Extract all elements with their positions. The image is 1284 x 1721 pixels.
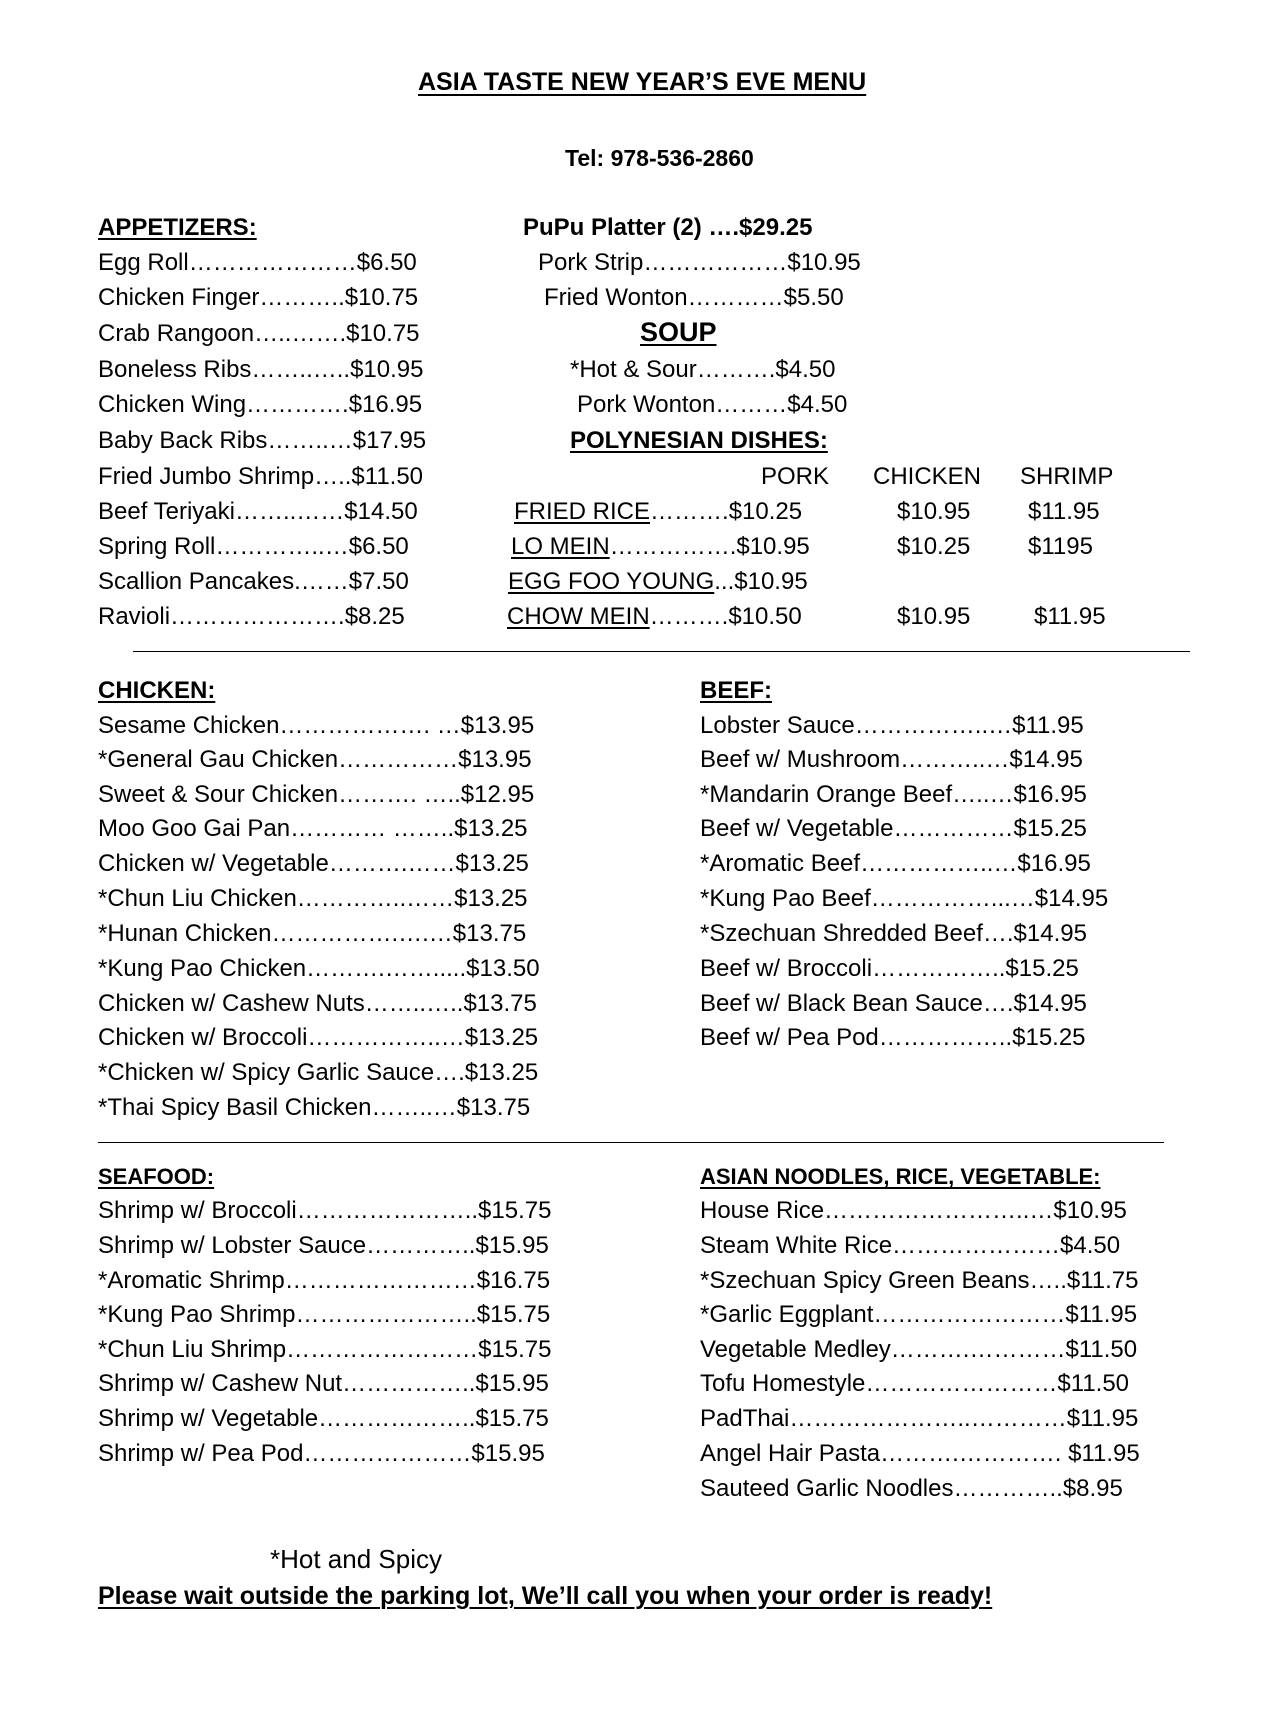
- column-header-shrimp: SHRIMP: [1020, 463, 1114, 490]
- polynesian-row: [511, 533, 810, 561]
- polynesian-row: [507, 603, 802, 631]
- noodles-item: House Rice……………………..…$10.95: [700, 1197, 1127, 1224]
- beef-item: Beef w/ Black Bean Sauce….$14.95: [700, 990, 1087, 1017]
- appetizer-item: Egg Roll…………………$6.50: [98, 249, 417, 276]
- appetizer-item: Chicken Finger………..$10.75: [98, 284, 419, 311]
- noodles-item: Steam White Rice…………………$4.50: [700, 1232, 1121, 1259]
- chicken-price: $10.95: [897, 498, 971, 525]
- beef-item: Lobster Sauce……………..…$11.95: [700, 712, 1084, 739]
- seafood-item: Shrimp w/ Vegetable………………..$15.75: [98, 1405, 549, 1432]
- phone-number: Tel: 978-536-2860: [565, 145, 754, 171]
- pork-price: $10.25: [728, 498, 803, 525]
- appetizers-heading: APPETIZERS:: [98, 214, 257, 241]
- seafood-heading: SEAFOOD:: [98, 1164, 215, 1189]
- seafood-item: Shrimp w/ Broccoli…………………..$15.75: [98, 1197, 552, 1224]
- appetizer-item: Chicken Wing………….$16.95: [98, 391, 423, 418]
- soup-item: *Hot & Sour……….$4.50: [570, 356, 836, 383]
- column-header-pork: PORK: [761, 463, 830, 490]
- seafood-item: Shrimp w/ Cashew Nut……………..$15.95: [98, 1370, 549, 1397]
- column-header-chicken: CHICKEN: [873, 463, 982, 490]
- noodles-item: Tofu Homestyle……………………$11.50: [700, 1370, 1130, 1397]
- beef-item: *Mandarin Orange Beef…..…$16.95: [700, 781, 1087, 808]
- chicken-item: Sesame Chicken………………. …$13.95: [98, 712, 535, 739]
- chicken-item: *General Gau Chicken……………$13.95: [98, 746, 532, 773]
- pickup-notice: Please wait outside the parking lot, We’ll call you when your order is ready!: [98, 1582, 993, 1610]
- beef-item: Beef w/ Vegetable……………$15.25: [700, 815, 1087, 842]
- pork-price: $10.50: [728, 603, 802, 630]
- seafood-item: Shrimp w/ Lobster Sauce…………..$15.95: [98, 1232, 549, 1259]
- dish-dots: ……….: [650, 498, 729, 525]
- chicken-price: $10.25: [897, 533, 971, 560]
- chicken-item: *Kung Pao Chicken……….…….....$13.50: [98, 955, 540, 982]
- seafood-item: *Aromatic Shrimp……………………$16.75: [98, 1267, 551, 1294]
- noodles-item: Sauteed Garlic Noodles…………..$8.95: [700, 1475, 1123, 1502]
- pupu-platter-heading: PuPu Platter (2) ….$29.25: [523, 214, 813, 241]
- beef-item: Beef w/ Broccoli……………..$15.25: [700, 955, 1079, 982]
- polynesian-row: [514, 498, 802, 526]
- chicken-item: Moo Goo Gai Pan………… ……..$13.25: [98, 815, 528, 842]
- seafood-item: Shrimp w/ Pea Pod…………………$15.95: [98, 1440, 545, 1467]
- polynesian-heading: POLYNESIAN DISHES:: [570, 427, 828, 454]
- appetizer-item: Boneless Ribs……..…..$10.95: [98, 356, 424, 383]
- dish-name: FRIED RICE: [514, 498, 651, 525]
- shrimp-price: $11.95: [1034, 603, 1106, 630]
- appetizer-item: Fried Jumbo Shrimp…..$11.50: [98, 463, 424, 490]
- dish-dots: ……….: [649, 603, 729, 630]
- soup-item: Pork Wonton………$4.50: [577, 391, 848, 418]
- chicken-item: Chicken w/ Vegetable……….……$13.25: [98, 850, 529, 877]
- beef-heading: BEEF:: [700, 677, 772, 704]
- seafood-item: *Kung Pao Shrimp…………………..$15.75: [98, 1301, 551, 1328]
- beef-item: *Szechuan Shredded Beef….$14.95: [700, 920, 1087, 947]
- noodles-item: *Garlic Eggplant……………………$11.95: [700, 1301, 1138, 1328]
- dish-name: LO MEIN: [511, 533, 610, 560]
- pupu-item: Fried Wonton…………$5.50: [544, 284, 844, 311]
- dish-name: EGG FOO YOUNG: [508, 568, 715, 595]
- pork-price: $10.95: [736, 533, 810, 560]
- appetizer-item: Baby Back Ribs……..…$17.95: [98, 427, 427, 454]
- beef-item: *Aromatic Beef……………..…$16.95: [700, 850, 1091, 877]
- polynesian-row: [508, 568, 808, 596]
- seafood-item: *Chun Liu Shrimp……………………$15.75: [98, 1336, 552, 1363]
- noodles-heading: ASIAN NOODLES, RICE, VEGETABLE:: [700, 1164, 1101, 1189]
- beef-item: Beef w/ Mushroom………..…$14.95: [700, 746, 1083, 773]
- section-divider: [133, 651, 1190, 652]
- chicken-item: *Hunan Chicken…………….….…$13.75: [98, 920, 527, 947]
- section-divider: [98, 1142, 1164, 1143]
- pork-price: $10.95: [734, 568, 808, 595]
- shrimp-price: $11.95: [1028, 498, 1100, 525]
- appetizer-item: Scallion Pancakes.……$7.50: [98, 568, 409, 595]
- dish-dots: ...: [714, 568, 735, 595]
- appetizer-item: Beef Teriyaki……..……$14.50: [98, 498, 418, 525]
- chicken-price: $10.95: [897, 603, 971, 630]
- chicken-item: *Thai Spicy Basil Chicken……..…$13.75: [98, 1094, 531, 1121]
- soup-heading: SOUP: [640, 317, 717, 347]
- beef-item: *Kung Pao Beef……………...…$14.95: [700, 885, 1109, 912]
- shrimp-price: $1195: [1028, 533, 1093, 560]
- dish-name: CHOW MEIN: [507, 603, 650, 630]
- noodles-item: PadThai…………………..…………$11.95: [700, 1405, 1139, 1432]
- pupu-item: Pork Strip………………$10.95: [538, 249, 861, 276]
- chicken-item: Sweet & Sour Chicken………. …..$12.95: [98, 781, 535, 808]
- dish-dots: …………….: [609, 533, 737, 560]
- appetizer-item: Crab Rangoon…..…….$10.75: [98, 320, 420, 347]
- chicken-item: *Chicken w/ Spicy Garlic Sauce….$13.25: [98, 1059, 539, 1086]
- beef-item: Beef w/ Pea Pod……………..$15.25: [700, 1024, 1086, 1051]
- noodles-item: Angel Hair Pasta……….…………. $11.95: [700, 1440, 1140, 1467]
- appetizer-item: Ravioli………………….$8.25: [98, 603, 405, 630]
- noodles-item: *Szechuan Spicy Green Beans…..$11.75: [700, 1267, 1139, 1294]
- page-title: ASIA TASTE NEW YEAR’S EVE MENU: [418, 68, 867, 96]
- chicken-item: Chicken w/ Cashew Nuts……..…..$13.75: [98, 990, 537, 1017]
- appetizer-item: Spring Roll…………..…$6.50: [98, 533, 409, 560]
- chicken-item: *Chun Liu Chicken…………..……$13.25: [98, 885, 528, 912]
- noodles-item: Vegetable Medley……….…………$11.50: [700, 1336, 1138, 1363]
- chicken-item: Chicken w/ Broccoli……………..…$13.25: [98, 1024, 539, 1051]
- hot-spicy-legend: *Hot and Spicy: [270, 1544, 442, 1574]
- chicken-heading: CHICKEN:: [98, 677, 216, 704]
